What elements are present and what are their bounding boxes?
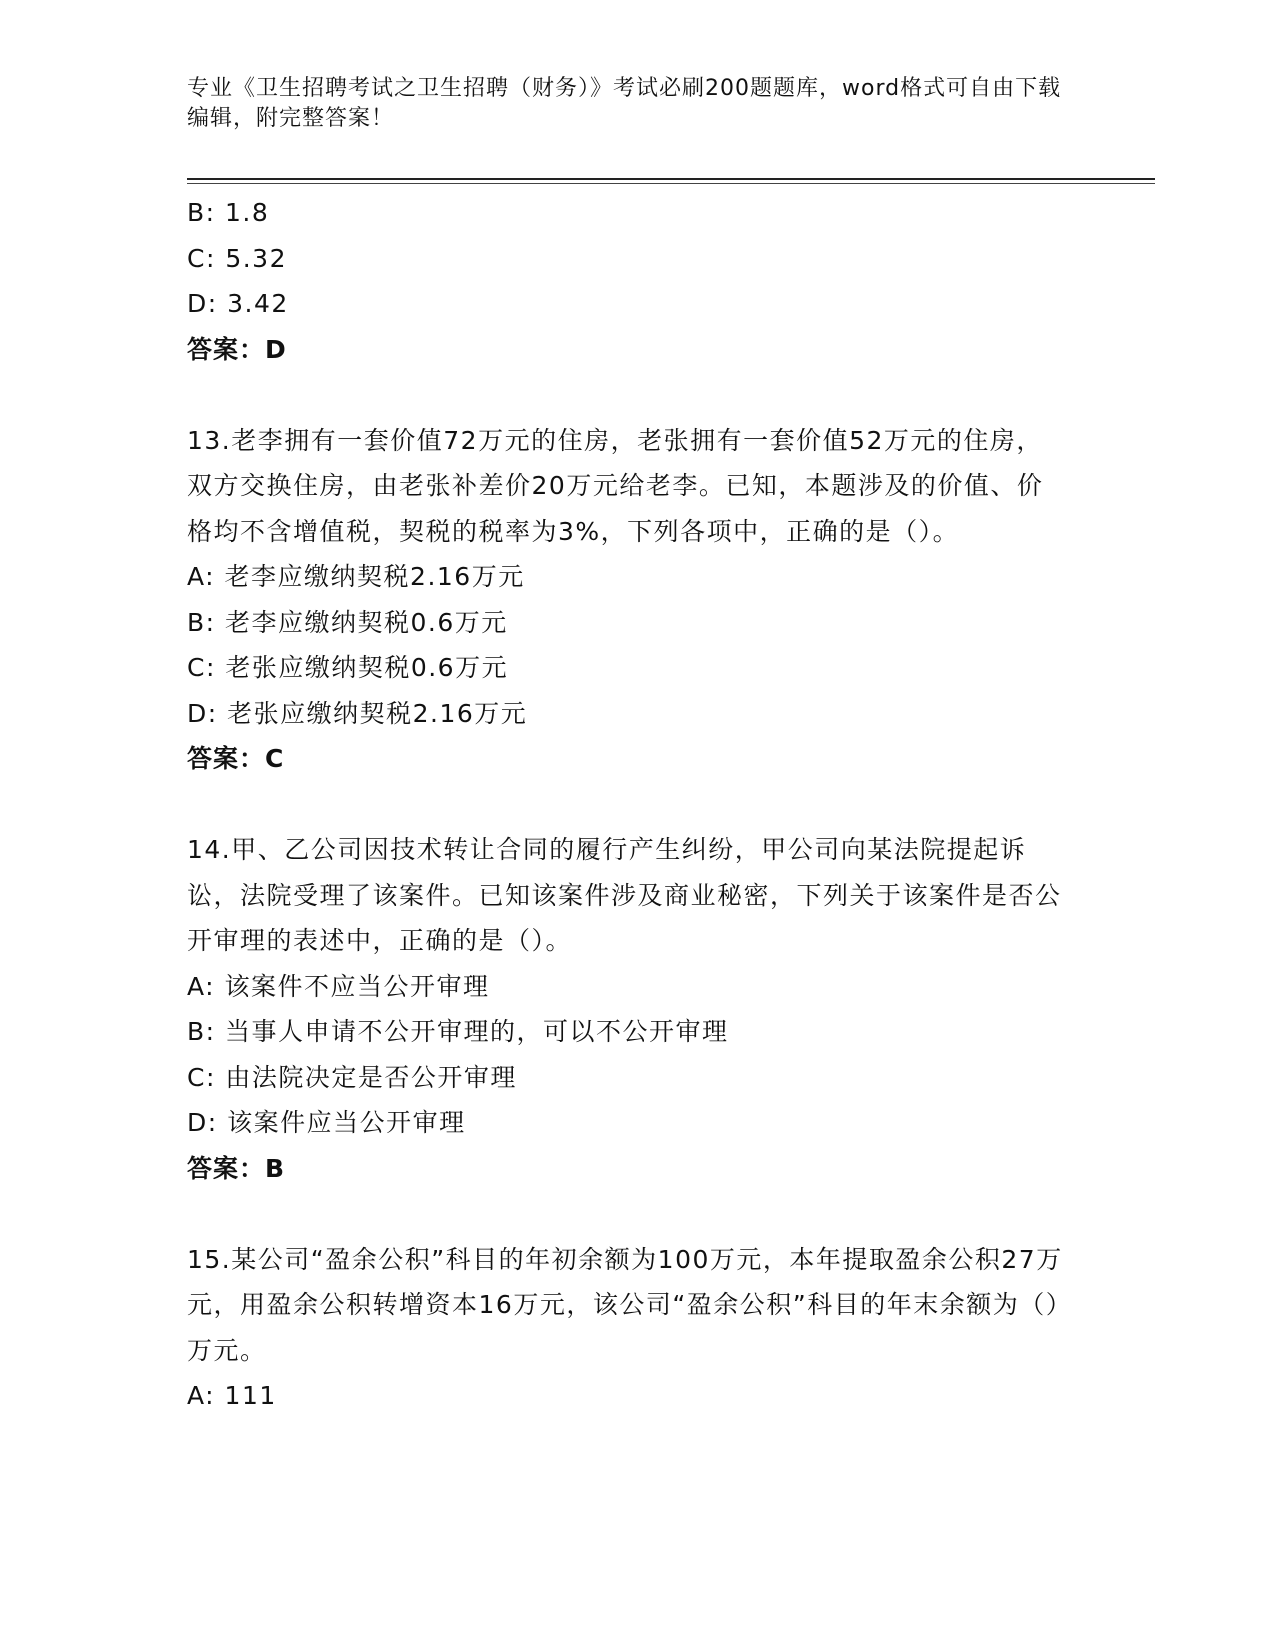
answer-line: 答案：D: [187, 334, 287, 364]
question-15-text: 15.某公司“盈余公积”科目的年初余额为100万元，本年提取盈余公积27万元，用盈余公积转增资本16万元，该公司“盈余公积”科目的年末余额为（）万元。: [187, 1244, 1063, 1365]
option-line: C: 老张应缴纳契税0.6万元: [187, 653, 509, 682]
option-line: D: 3.42: [187, 289, 289, 318]
header-rule-thick: [187, 178, 1155, 180]
spacer: [187, 1191, 1067, 1237]
option-line: A: 该案件不应当公开审理: [187, 971, 490, 1001]
option-line: A: 老李应缴纳契税2.16万元: [187, 562, 525, 591]
spacer: [187, 782, 1067, 828]
page-header: 专业《卫生招聘考试之卫生招聘（财务）》考试必刷200题题库，word格式可自由下载编辑，附完整答案！: [187, 76, 1062, 131]
option-line: C: 5.32: [187, 243, 287, 273]
option-line: C: 由法院决定是否公开审理: [187, 1062, 517, 1092]
question-13-text: 13.老李拥有一套价值72万元的住房，老张拥有一套价值52万元的住房，双方交换住房，由老张补差价20万元给老李。已知，本题涉及的价值、价格均不含增值税，契税的税率为3%，下列各项中，正确的是（）。: [187, 425, 1044, 546]
option-line: B: 老李应缴纳契税0.6万元: [187, 607, 508, 637]
document-body: [187, 190, 1067, 1419]
answer-line: 答案：B: [187, 1153, 286, 1183]
answer-line: 答案：C: [187, 744, 285, 773]
header-rule-thin: [187, 183, 1155, 184]
spacer: [187, 372, 1067, 418]
option-line: B: 当事人申请不公开审理的，可以不公开审理: [187, 1017, 729, 1046]
option-line: A: 111: [187, 1381, 277, 1410]
option-line: D: 该案件应当公开审理: [187, 1108, 466, 1137]
option-line: B: 1.8: [187, 198, 270, 227]
question-14-text: 14.甲、乙公司因技术转让合同的履行产生纠纷，甲公司向某法院提起诉讼，法院受理了该案件。已知该案件涉及商业秘密，下列关于该案件是否公开审理的表述中，正确的是（）。: [187, 835, 1062, 955]
option-line: D: 老张应缴纳契税2.16万元: [187, 698, 528, 728]
